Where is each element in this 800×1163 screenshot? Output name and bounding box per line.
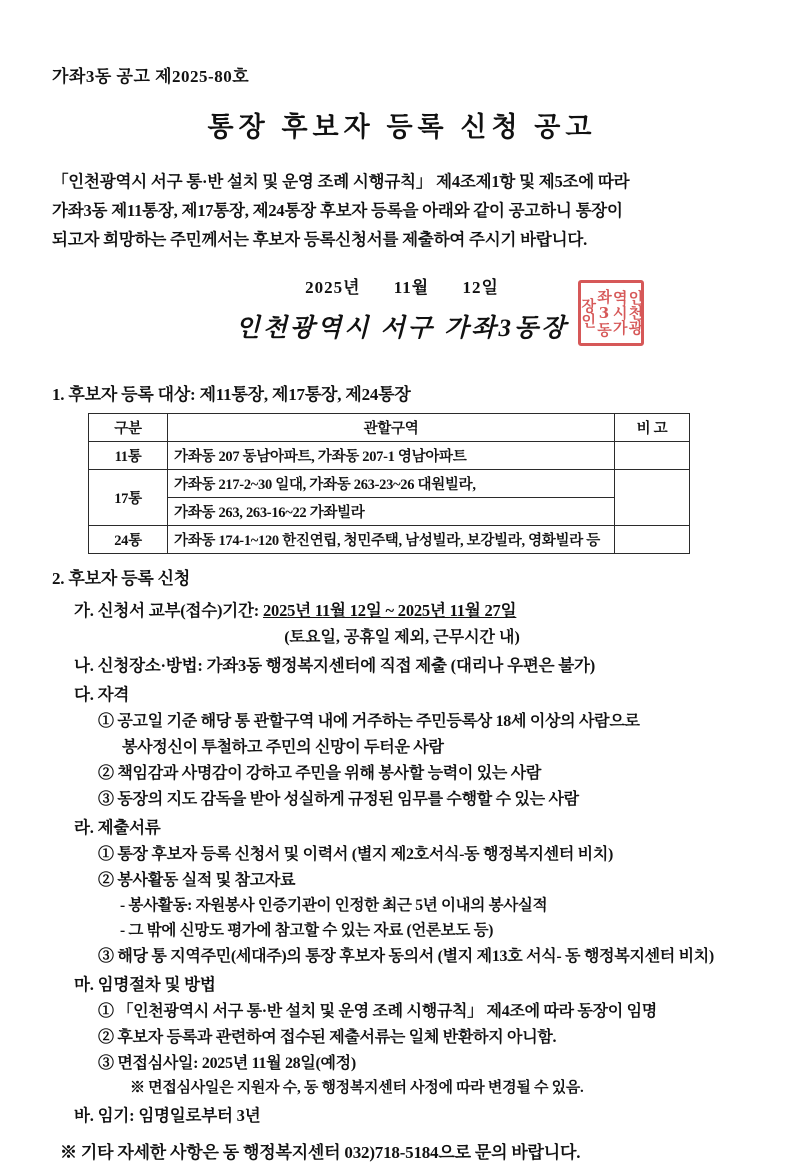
item-na-value: 가좌3동 행정복지센터에 직접 제출 (대리나 우편은 불가) [206, 655, 596, 675]
table-row [89, 441, 690, 469]
item-ba-value: 임명일로부터 3년 [138, 1105, 261, 1125]
item-na-label: 나. 신청장소·방법: [74, 655, 203, 675]
item-ga-label: 가. 신청서 교부(접수)기간: [74, 600, 260, 620]
intro-line-1: 「인천광역시 서구 통·반 설치 및 운영 조례 시행규칙」 제4조제1항 및 제5조에 따라 [52, 172, 630, 191]
region-table [88, 413, 690, 554]
item-ma-note: ※ 면접심사일은 지원자 수, 동 행정복지센터 사정에 따라 변경될 수 있음. [130, 1079, 584, 1096]
item-ra-2-sub-2: - 그 밖에 신망도 평가에 참고할 수 있는 자료 (언론보도 등) [120, 921, 494, 939]
item-ba [74, 1102, 752, 1126]
intro-line-3: 되고자 희망하는 주민께서는 후보자 등록신청서를 제출하여 주시기 바랍니다. [52, 229, 588, 249]
header-jurisdiction: 관할구역 [168, 413, 615, 441]
item-na [74, 652, 752, 676]
official-seal-icon: 인천광역시가좌3동장인 [578, 280, 644, 346]
row-area: 가좌동 217-2~30 일대, 가좌동 263-23~26 대원빌라, [168, 469, 615, 497]
section-2-heading: 2. 후보자 등록 신청 [52, 568, 191, 588]
item-ma-2: ② 후보자 등록과 관련하여 접수된 제출서류는 일체 반환하지 아니함. [98, 1028, 557, 1046]
item-ra-3: ③ 해당 통 지역주민(세대주)의 통장 후보자 동의서 (별지 제13호 서식- 동 행정복지센터 비치) [98, 947, 714, 965]
item-ra-1: ① 통장 후보자 등록 신청서 및 이력서 (별지 제2호서식-동 행정복지센터 비치) [98, 845, 614, 863]
document-content [52, 62, 752, 1163]
table-row [89, 469, 690, 497]
table-row [89, 497, 690, 525]
item-ma-3: ③ 면접심사일: 2025년 11월 28일(예정) [98, 1054, 356, 1072]
row-code: 11통 [89, 441, 168, 469]
intro-line-2: 가좌3동 제11통장, 제17통장, 제24통장 후보자 등록을 아래와 같이 공고하니 통장이 [52, 200, 623, 220]
item-da-label: 다. 자격 [74, 684, 130, 704]
intro-paragraph [52, 168, 752, 255]
issue-month: 11월 [393, 277, 430, 297]
issue-day: 12일 [462, 277, 499, 297]
issuer-block [52, 288, 752, 354]
item-ga-sub: (토요일, 공휴일 제외, 근무시간 내) [284, 628, 520, 646]
row-code: 24통 [89, 525, 168, 553]
table-row [89, 525, 690, 553]
item-da-1-cont: 봉사정신이 투철하고 주민의 신망이 두터운 사람 [122, 738, 444, 756]
header-remarks: 비 고 [615, 413, 690, 441]
item-ra-2: ② 봉사활동 실적 및 참고자료 [98, 871, 296, 889]
item-ga-value: 2025년 11월 12일 ~ 2025년 11월 27일 [263, 600, 517, 620]
item-da-2: ② 책임감과 사명감이 강하고 주민을 위해 봉사할 능력이 있는 사람 [98, 764, 542, 782]
row-area: 가좌동 174-1~120 한진연립, 청민주택, 남성빌라, 보강빌라, 영화빌라 등 [168, 525, 615, 553]
item-ma-1: ① 「인천광역시 서구 통·반 설치 및 운영 조례 시행규칙」 제4조에 따라 동장이 임명 [98, 1002, 657, 1020]
item-da-3: ③ 동장의 지도 감독을 받아 성실하게 규정된 임무를 수행할 수 있는 사람 [98, 790, 579, 808]
item-da-1: ① 공고일 기준 해당 통 관할구역 내에 거주하는 주민등록상 18세 이상의 사람으로 [98, 712, 640, 730]
doc-number: 가좌3동 공고 제2025-80호 [52, 67, 250, 86]
item-ra-2-sub-1: - 봉사활동: 자원봉사 인증기관이 인정한 최근 5년 이내의 봉사실적 [120, 896, 548, 914]
page-title: 통장 후보자 등록 신청 공고 [207, 112, 597, 142]
item-ga [74, 597, 752, 621]
row-note [615, 441, 690, 469]
issuer-name: 인천광역시 서구 가좌3동장 [235, 314, 569, 342]
item-ba-label: 바. 임기: [74, 1105, 135, 1125]
row-area-cont: 가좌동 263, 263-16~22 가좌빌라 [168, 497, 615, 525]
section-1-heading: 1. 후보자 등록 대상: 제11통장, 제17통장, 제24통장 [52, 384, 411, 404]
row-note [615, 525, 690, 553]
item-ra-label: 라. 제출서류 [74, 817, 161, 837]
row-code: 17통 [89, 469, 168, 525]
issue-year: 2025년 [305, 277, 361, 297]
row-note [615, 469, 690, 525]
header-division: 구분 [89, 413, 168, 441]
item-ma-label: 마. 임명절차 및 방법 [74, 974, 216, 994]
issue-date [52, 273, 752, 298]
table-header-row [89, 413, 690, 441]
footer-contact: ※ 기타 자세한 사항은 동 행정복지센터 032)718-5184으로 문의 바랍니다. [60, 1142, 581, 1162]
row-area: 가좌동 207 동남아파트, 가좌동 207-1 영남아파트 [168, 441, 615, 469]
